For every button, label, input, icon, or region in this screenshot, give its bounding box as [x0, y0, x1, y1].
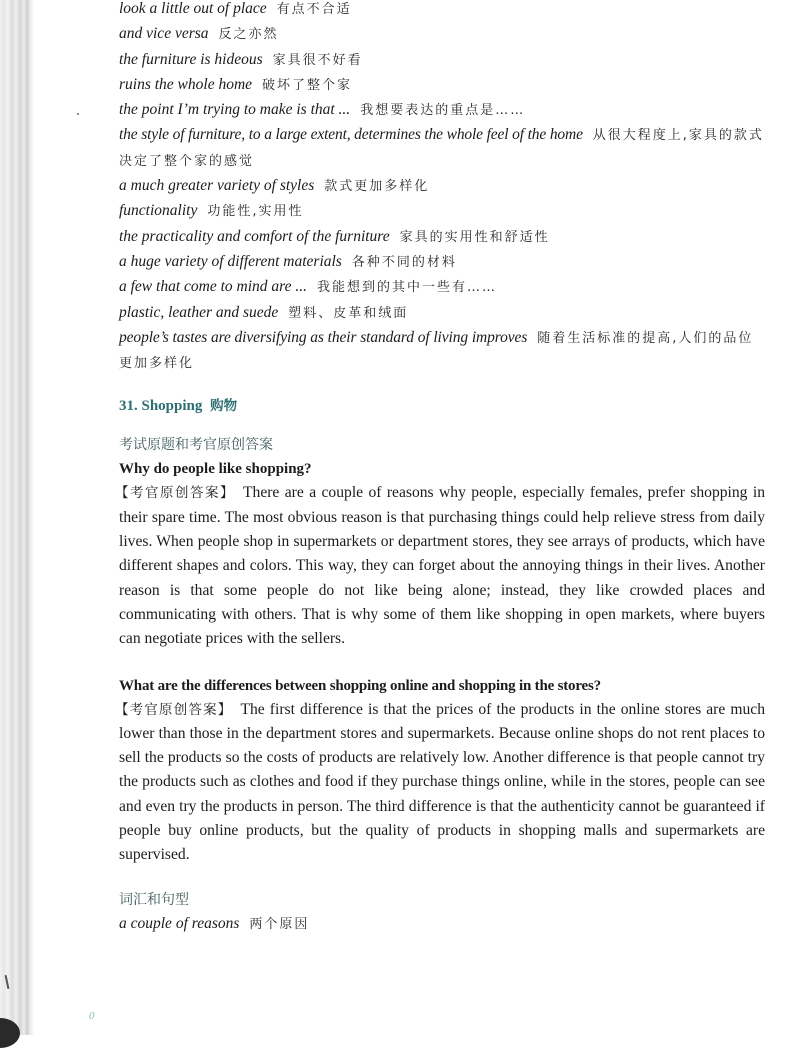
phrase-zh: 破坏了整个家: [262, 77, 353, 93]
answer-tag: 【考官原创答案】: [115, 485, 235, 502]
phrase-item: [119, 22, 765, 47]
phrase-item: [119, 98, 765, 123]
answer-tag: 【考官原创答案】: [115, 701, 233, 718]
question-1: Why do people like shopping?: [119, 461, 312, 478]
section-number: 31.: [119, 398, 138, 415]
phrase-item: [119, 275, 765, 300]
phrase-zh: 家具很不好看: [272, 52, 363, 68]
phrase-zh: 反之亦然: [218, 27, 279, 43]
answer-1: [115, 481, 765, 651]
phrase-item: [119, 174, 765, 199]
exam-heading: 考试原题和考官原创答案: [119, 437, 273, 454]
answer-text: There are a couple of reasons why people, especially females, prefer shopping in their spare time. The most obvious reason is that purchasing things could help relieve stress from daily lives. When people shop in supermarkets or department stores, they see arrays of products, which have different shapes and colors. This way, they can forget about the annoying things in their lives. Another reason is that some people do not like being alone; instead, they like crowded places and communicating with others. That is why some of them like shopping in open markets, where buyers can negotiate prices with the sellers.: [119, 484, 765, 648]
book-binding-edge: [0, 0, 34, 1035]
phrase-zh: 有点不合适: [276, 2, 352, 17]
question-2: What are the differences between shopping online and shopping in the stores?: [119, 677, 601, 694]
vocab-item: [119, 912, 765, 937]
page-content: [115, 0, 765, 937]
phrase-zh: 我能想到的其中一些有……: [316, 280, 497, 296]
phrase-zh: 款式更加多样化: [324, 179, 430, 195]
phrase-en: look a little out of place: [119, 0, 267, 17]
vocab-en: a couple of reasons: [119, 914, 240, 932]
section-title-en: Shopping: [141, 398, 203, 415]
scan-speck: [77, 113, 79, 115]
phrase-item: [119, 123, 765, 174]
spacer: [119, 652, 765, 674]
phrase-item: [119, 48, 765, 73]
phrase-item: [119, 199, 765, 224]
phrase-item: [119, 301, 765, 326]
phrase-item: [119, 250, 765, 275]
phrase-zh: 我想要表达的重点是……: [360, 103, 526, 119]
answer-text: The first difference is that the prices of the products in the online stores are much lower than those in the department stores and supermarkets. Because online shops do not rent places to sell the products so the costs of products are relatively low. Another difference is that people cannot try the products such as clothes and food if they purchase things online, while in the stores, people can see and even try the products in person. The third difference is that the authenticity cannot be guaranteed if people buy online products, but the quality of products in shopping malls and supermarkets are supervised.: [119, 700, 765, 864]
phrase-en: the practicality and comfort of the furniture: [119, 227, 390, 245]
phrase-zh: 从很大程度上,家具的款式决定了整个家的感觉: [119, 128, 764, 169]
answer-2: [115, 698, 765, 868]
phrase-list: [119, 0, 765, 376]
phrase-zh: 功能性,实用性: [207, 204, 304, 220]
vocab-zh: 两个原因: [249, 916, 310, 932]
phrase-en: people’s tastes are diversifying as their standard of living improves: [119, 328, 528, 346]
phrase-zh: 塑料、皮革和绒面: [288, 305, 409, 321]
page-mark: 0: [89, 1010, 95, 1022]
phrase-item: [119, 225, 765, 250]
section-title: [119, 394, 765, 418]
phrase-en: the furniture is hideous: [119, 50, 263, 68]
section-title-zh: 购物: [210, 398, 238, 415]
phrase-en: a much greater variety of styles: [119, 177, 315, 195]
vocab-heading: 词汇和句型: [119, 891, 189, 908]
phrase-item: [119, 0, 765, 22]
phrase-en: and vice versa: [119, 25, 209, 43]
phrase-en: functionality: [119, 202, 198, 220]
phrase-en: ruins the whole home: [119, 75, 253, 93]
phrase-en: the style of furniture, to a large extent, determines the whole feel of the home: [119, 126, 583, 144]
phrase-zh: 各种不同的材料: [351, 254, 457, 270]
phrase-en: plastic, leather and suede: [119, 303, 279, 321]
phrase-item: [119, 73, 765, 98]
phrase-item: [119, 326, 765, 377]
phrase-en: a few that come to mind are ...: [119, 278, 307, 296]
phrase-zh: 家具的实用性和舒适性: [399, 229, 550, 245]
phrase-en: a huge variety of different materials: [119, 252, 342, 270]
phrase-zh: 随着生活标准的提高,人们的品位更加多样化: [119, 330, 754, 372]
phrase-en: the point I’m trying to make is that ...: [119, 101, 351, 119]
